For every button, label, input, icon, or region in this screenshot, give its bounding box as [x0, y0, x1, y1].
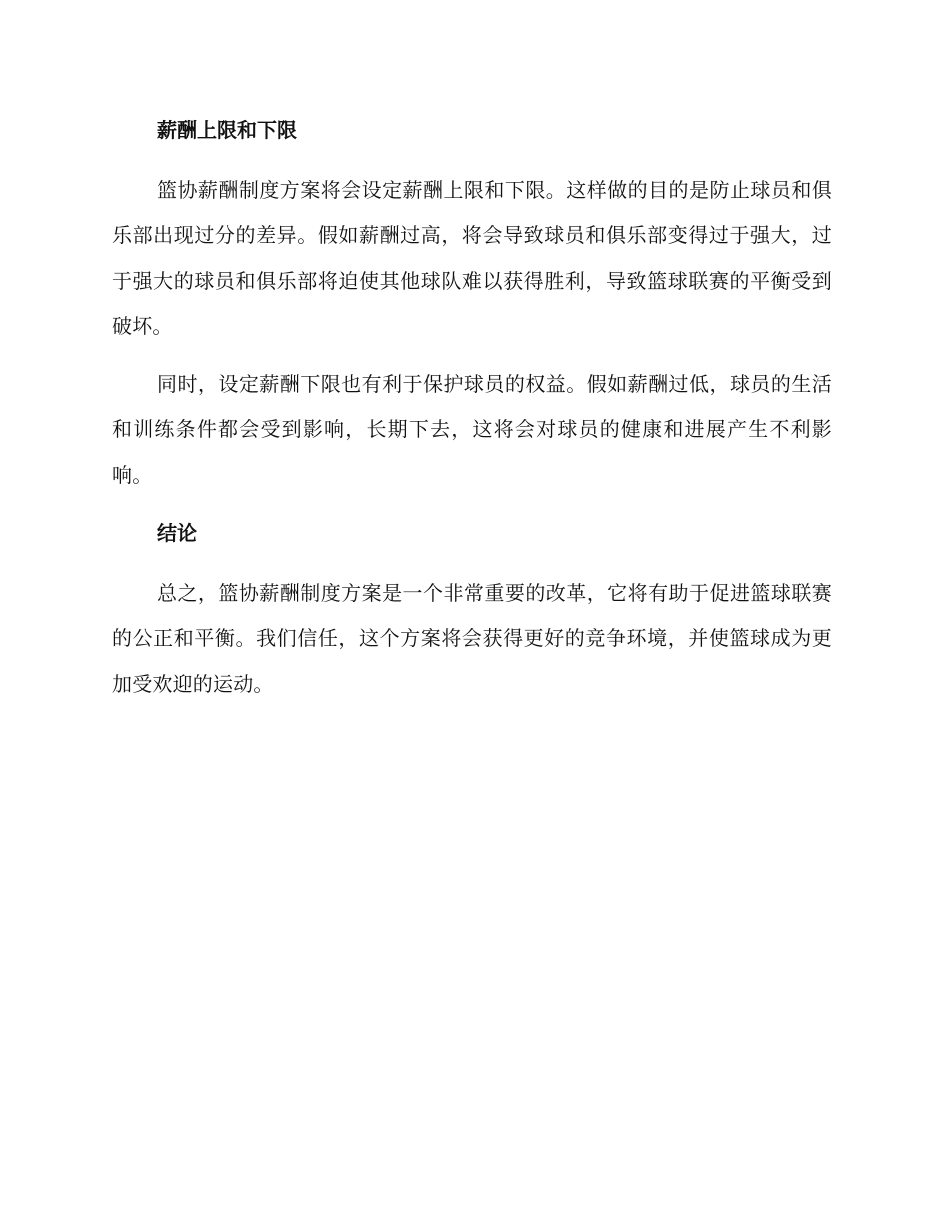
section-heading-conclusion: 结论: [157, 521, 197, 546]
paragraph-salary-floor: 同时，设定薪酬下限也有利于保护球员的权益。假如薪酬过低，球员的生活和训练条件都会受到影响，长期下去，这将会对球员的健康和进展产生不利影响。: [112, 372, 832, 487]
paragraph-salary-limits-purpose: 篮协薪酬制度方案将会设定薪酬上限和下限。这样做的目的是防止球员和俱乐部出现过分的差异。假如薪酬过高，将会导致球员和俱乐部变得过于强大，过于强大的球员和俱乐部将迫使其他球队难以获得胜利，导致篮球联赛的平衡受到破坏。: [112, 178, 832, 338]
document-page: [112, 108, 832, 707]
paragraph-conclusion: 总之，篮协薪酬制度方案是一个非常重要的改革，它将有助于促进篮球联赛的公正和平衡。我们信任，这个方案将会获得更好的竞争环境，并使篮球成为更加受欢迎的运动。: [112, 581, 832, 696]
section-heading-salary-limits: 薪酬上限和下限: [157, 118, 297, 142]
